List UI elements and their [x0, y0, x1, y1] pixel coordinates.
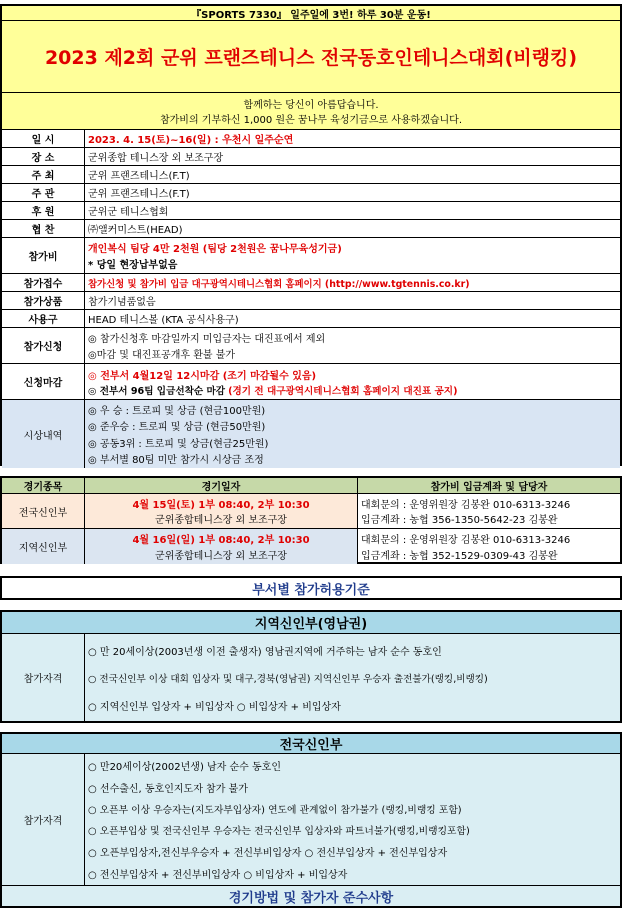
- title-row: [2, 21, 620, 93]
- deadline-label: 신청마감: [2, 364, 85, 399]
- schedule-header-row: [2, 478, 620, 494]
- national-line-4: ○ 오픈부입상 및 전국신인부 우승자는 전국신인부 입상자와 파트너불가(랭킹,비랭킹포함): [88, 825, 470, 837]
- regional-line-3: ○ 지역신인부 입상자 + 비입상자 ○ 비입상자 + 비입상자: [88, 701, 341, 713]
- regional-label: 참가자격: [2, 634, 85, 721]
- apply-line-2: ◎마감 및 대진표공개후 환불 불가: [88, 349, 236, 361]
- apply-row: [2, 328, 620, 364]
- host-label: 주 최: [2, 166, 85, 183]
- venue-row: [2, 148, 620, 166]
- national-line-5: ○ 오픈부입상자,전신부우승자 + 전신부비입상자 ○ 전신부입상자 + 전신부입상자: [88, 847, 448, 859]
- gift-value: 참가기념품없음: [88, 297, 156, 308]
- national-line-3: ○ 오픈부 이상 우승자는(지도자부입상자) 연도에 관계없이 참가불가 (랭킹,비랭킹 포함): [88, 805, 462, 817]
- host-value: 군위 프랜즈테니스(F.T): [88, 171, 190, 182]
- notice-row: [2, 93, 620, 130]
- apply-line-1: ◎ 참가신청후 마감일까지 미입금자는 대진표에서 제외: [88, 334, 326, 346]
- schedule-header-contact: 참가비 입금계좌 및 담당자: [430, 482, 548, 493]
- schedule-contact-1-line-2: 입금계좌 : 농협 356-1350-5642-23 김봉완: [361, 515, 558, 526]
- schedule-contact-2-line-1: 대회문의 : 운영위원장 김봉완 010-6313-3246: [361, 535, 571, 547]
- date-label: 일 시: [2, 130, 85, 147]
- info-block: [0, 4, 622, 466]
- organizer-row: [2, 184, 620, 202]
- national-line-2: ○ 선수출신, 동호인지도자 참가 불가: [88, 784, 248, 796]
- schedule-date-1-line-1: 4월 15일(토) 1부 08:40, 2부 10:30: [132, 500, 310, 511]
- regional-section: [0, 610, 622, 723]
- banner-row: [2, 6, 620, 21]
- fee-row: [2, 238, 620, 274]
- award-line-1: ◎ 우 승 : 트로피 및 상금 (현금100만원): [88, 405, 266, 417]
- award-line-4: ◎ 부서별 80팀 미만 참가시 시상금 조정: [88, 455, 264, 467]
- organizer-value: 군위 프랜즈테니스(F.T): [88, 189, 190, 200]
- criteria-title-box: [0, 576, 622, 600]
- schedule-header-date: 경기일자: [85, 478, 358, 493]
- national-title-row: [2, 734, 620, 754]
- schedule-contact-2-line-2: 입금계좌 : 농협 352-1529-0309-43 김봉완: [361, 550, 558, 562]
- schedule-header-event: 경기종목: [2, 478, 85, 493]
- venue-label: 장 소: [2, 148, 85, 165]
- deadline-line-2b: (경기 전 대구광역시테니스협회 홈페이지 대진표 공지): [228, 385, 458, 397]
- ball-row: [2, 310, 620, 328]
- page-title: 2023 제2회 군위 프랜즈테니스 전국동호인테니스대회(비랭킹): [44, 47, 578, 69]
- sponsor-row: [2, 220, 620, 238]
- deadline-row: [2, 364, 620, 400]
- organizer-label: 주 관: [2, 184, 85, 201]
- ball-label: 사용구: [2, 310, 85, 327]
- regional-title-row: [2, 612, 620, 634]
- regional-title: 지역신인부(영남권): [254, 617, 368, 632]
- national-line-6: ○ 전신부입상자 + 전신부비입상자 ○ 비입상자 + 비입상자: [88, 869, 348, 881]
- criteria-title: 부서별 참가허용기준: [252, 582, 370, 598]
- registration-row: [2, 274, 620, 292]
- schedule-event-1: 전국신인부: [2, 494, 85, 528]
- sponsor-label: 협 찬: [2, 220, 85, 237]
- schedule-date-1-line-2: 군위종합테니스장 외 보조구장: [155, 515, 287, 526]
- deadline-line-1: ◎ 전부서 4월12일 12시마감 (조기 마감될수 있음): [88, 370, 317, 382]
- date-value: 2023. 4. 15(토)~16(일) : 우천시 일주순연: [88, 135, 294, 146]
- sponsor-value: ㈜앨커미스트(HEAD): [88, 225, 183, 236]
- host-row: [2, 166, 620, 184]
- regional-line-2: ○ 전국신인부 이상 대회 입상자 및 대구,경북(영남권) 지역신인부 우승자 출전불가(랭킹,비랭킹): [88, 673, 488, 685]
- national-body: [2, 754, 620, 886]
- schedule-row: [2, 529, 620, 564]
- award-label: 시상내역: [2, 400, 85, 468]
- notice-line-2: 참가비의 기부하신 1,000 원은 꿈나무 육성기금으로 사용하겠습니다.: [159, 115, 463, 126]
- deadline-line-2a: ◎ 전부서 96팀 입금선착순 마감: [88, 385, 226, 397]
- support-label: 후 원: [2, 202, 85, 219]
- award-row: [2, 400, 620, 468]
- schedule-date-2-line-2: 군위종합테니스장 외 보조구장: [155, 550, 287, 562]
- banner-text: 『SPORTS 7330』 일주일에 3번! 하루 30분 운동!: [191, 9, 431, 20]
- support-row: [2, 202, 620, 220]
- footer-row: [2, 886, 620, 906]
- gift-row: [2, 292, 620, 310]
- national-section: [0, 732, 622, 908]
- date-row: [2, 130, 620, 148]
- schedule-date-2-line-1: 4월 16일(일) 1부 08:40, 2부 10:30: [132, 535, 310, 547]
- regional-line-1: ○ 만 20세이상(2003년생 이전 출생자) 영남권지역에 거주하는 남자 순수 동호인: [88, 646, 442, 658]
- schedule-row: [2, 494, 620, 529]
- schedule-contact-1-line-1: 대회문의 : 운영위원장 김봉완 010-6313-3246: [361, 500, 571, 511]
- registration-value: 참가신청 및 참가비 입금 대구광역시테니스협회 홈페이지 (http://www.tgtennis.co.kr): [88, 278, 470, 290]
- national-label: 참가자격: [2, 754, 85, 885]
- ball-value: HEAD 테니스볼 (KTA 공식사용구): [88, 315, 239, 326]
- registration-label: 참가접수: [2, 274, 85, 291]
- fee-line-1: 개인복식 팀당 4만 2천원 (팀당 2천원은 꿈나무육성기금): [88, 244, 342, 256]
- apply-label: 참가신청: [2, 328, 85, 363]
- support-value: 군위군 테니스협회: [88, 207, 169, 218]
- venue-value: 군위종합 테니스장 외 보조구장: [88, 153, 224, 164]
- regional-body: [2, 634, 620, 721]
- fee-line-2: * 당일 현장납부없음: [88, 259, 178, 271]
- fee-label: 참가비: [2, 238, 85, 273]
- footer-title: 경기방법 및 참가자 준수사항: [228, 890, 394, 906]
- award-line-2: ◎ 준우승 : 트로피 및 상금 (현금50만원): [88, 422, 266, 434]
- award-line-3: ◎ 공동3위 : 트로피 및 상금(현금25만원): [88, 438, 269, 450]
- gift-label: 참가상품: [2, 292, 85, 309]
- national-title: 전국신인부: [279, 738, 343, 753]
- national-line-1: ○ 만20세이상(2002년생) 남자 순수 동호인: [88, 762, 281, 774]
- schedule-event-2: 지역신인부: [2, 529, 85, 564]
- notice-line-1: 함께하는 당신이 아름답습니다.: [243, 100, 379, 111]
- schedule-table: [0, 476, 622, 564]
